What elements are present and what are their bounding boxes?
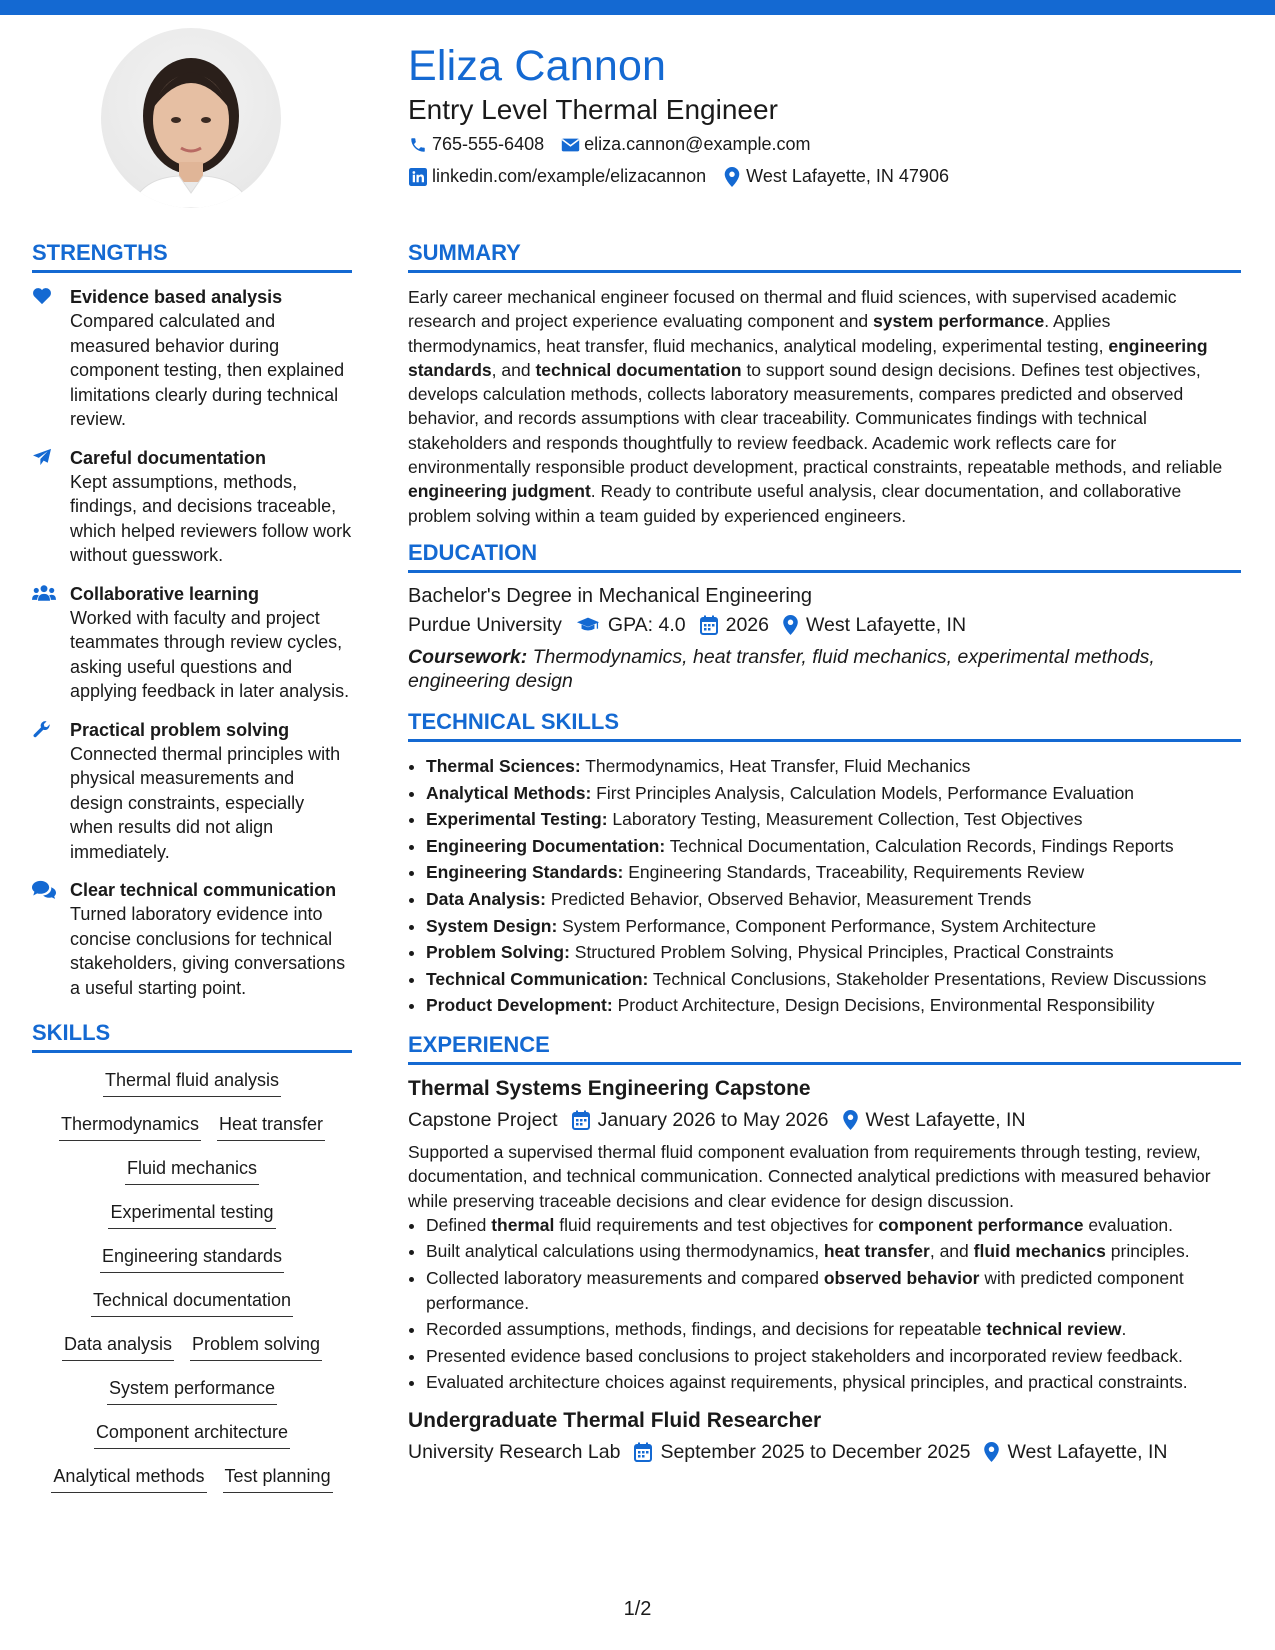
skills-row (32, 1333, 352, 1361)
summary-part: Early career mechanical engineer focused on thermal and fluid sciences, with supervised academic research and project experience evaluating component and (408, 287, 1177, 332)
dates-text: September 2025 to December 2025 (660, 1440, 971, 1463)
left-column (32, 240, 352, 1509)
skill-category: Engineering Standards: (426, 862, 624, 883)
skill-values: Laboratory Testing, Measurement Collection, Test Objectives (607, 809, 1083, 830)
skill-chip: Fluid mechanics (125, 1157, 259, 1185)
education-heading: EDUCATION (408, 540, 1241, 573)
strength-title: Evidence based analysis (70, 287, 283, 307)
bullet-text: fluid requirements and test objectives for (554, 1214, 879, 1235)
skills-heading: SKILLS (32, 1020, 352, 1053)
dates-text: January 2026 to May 2026 (597, 1108, 829, 1131)
list-item (426, 860, 1241, 885)
strength-desc: Turned laboratory evidence into concise conclusions for technical stakeholders, giving conversations a useful starting point. (70, 904, 346, 998)
profile-photo (101, 28, 281, 208)
list-item (426, 1344, 1241, 1369)
gpa-item (576, 614, 686, 637)
experience-entry (408, 1409, 1241, 1464)
position-meta (408, 1109, 1241, 1132)
skill-category: Thermal Sciences: (426, 755, 581, 776)
skills-row (32, 1289, 352, 1317)
org-name: Capstone Project (408, 1108, 558, 1131)
dates-item (572, 1109, 829, 1132)
skill-category: Problem Solving: (426, 942, 570, 963)
skills-row (32, 1113, 352, 1141)
strength-title: Careful documentation (70, 447, 267, 468)
skill-chip: Analytical methods (51, 1465, 206, 1493)
skills-row (32, 1421, 352, 1449)
edu-location-item (783, 614, 966, 637)
job-location-text: West Lafayette, IN (865, 1108, 1026, 1131)
bullet-bold: thermal (491, 1214, 555, 1235)
gpa-text: GPA: 4.0 (607, 613, 686, 636)
summary-part: . Ready to contribute useful analysis, clear documentation, and collaborative problem solving within a team guided by experienced engineers. (408, 481, 1182, 526)
map-pin-icon (783, 615, 798, 635)
wrench-icon (32, 718, 70, 865)
technical-skills-list (408, 754, 1241, 1018)
skill-values: Predicted Behavior, Observed Behavior, Measurement Trends (545, 888, 1032, 909)
skill-chip: System performance (107, 1377, 277, 1405)
coursework-text: Thermodynamics, heat transfer, fluid mechanics, experimental methods, engineering design (408, 645, 1155, 692)
summary-bold: engineering judgment (408, 481, 591, 502)
strength-desc: Worked with faculty and project teammates through review cycles, asking useful questions and applying feedback in later analysis. (70, 607, 350, 701)
skills-row (32, 1157, 352, 1185)
contact-row-1 (408, 134, 827, 155)
coursework (408, 645, 1241, 693)
comments-icon (32, 878, 70, 1000)
skill-category: Data Analysis: (426, 888, 546, 909)
map-pin-icon (984, 1442, 999, 1462)
list-item (426, 1213, 1241, 1238)
strength-title: Collaborative learning (70, 583, 260, 604)
map-pin-icon (843, 1110, 858, 1130)
skills-row (32, 1201, 352, 1229)
skill-values: Structured Problem Solving, Physical Principles, Practical Constraints (569, 942, 1114, 963)
org-name: University Research Lab (408, 1440, 621, 1463)
summary-bold: technical documentation (535, 359, 742, 380)
skill-chip: Thermal fluid analysis (103, 1069, 281, 1097)
bullet-text: Presented evidence based conclusions to project stakeholders and incorporated review feedback. (426, 1345, 1183, 1366)
skill-values: Thermodynamics, Heat Transfer, Fluid Mechanics (580, 755, 971, 776)
list-item (426, 914, 1241, 939)
job-location-item (984, 1441, 1167, 1464)
summary-part: to support sound design decisions. Defines test objectives, develops calculation methods, collects laboratory measurements, compares predicted and observed behavior, and records assumptions with clear traceability. Communicates findings with technical stakeholders and responds thoughtfully to review feedback. Academic work reflects care for environmentally responsible product development, practical constraints, repeatable methods, and reliable (408, 359, 1223, 478)
location-text: West Lafayette, IN 47906 (746, 166, 949, 186)
experience-entry (408, 1077, 1241, 1395)
graduation-cap-icon (576, 616, 600, 634)
skill-chip: Problem solving (190, 1333, 322, 1361)
summary-part: . Applies thermodynamics, heat transfer, fluid mechanics, analytical modeling, experimental testing, (408, 311, 1111, 356)
strength-item (32, 878, 352, 1000)
list-item (426, 781, 1241, 806)
position-meta (408, 1441, 1241, 1464)
list-item (426, 887, 1241, 912)
heart-icon (32, 285, 70, 432)
skill-chip: Data analysis (62, 1333, 174, 1361)
phone-item[interactable] (408, 134, 544, 155)
edu-location-text: West Lafayette, IN (805, 613, 967, 636)
bullet-bold: observed behavior (823, 1267, 980, 1288)
skill-chip: Heat transfer (217, 1113, 325, 1141)
skill-category: Engineering Documentation: (426, 835, 666, 856)
skill-values: Product Architecture, Design Decisions, Environmental Responsibility (612, 995, 1155, 1016)
education-meta (408, 614, 1241, 637)
skill-category: Experimental Testing: (426, 809, 608, 830)
bullet-text: Collected laboratory measurements and compared (426, 1267, 824, 1288)
strength-title: Practical problem solving (70, 719, 290, 740)
envelope-icon (560, 135, 580, 155)
calendar-icon (634, 1442, 652, 1462)
page-number: 1/2 (623, 1598, 652, 1620)
right-column (408, 240, 1241, 1472)
skill-category: Product Development: (426, 995, 613, 1016)
strength-desc: Connected thermal principles with physical measurements and design constraints, especially when results did not align immediately. (70, 743, 341, 862)
bullet-text: Recorded assumptions, methods, findings, and decisions for repeatable (426, 1319, 987, 1340)
paper-plane-icon (32, 446, 70, 568)
linkedin-icon (408, 167, 428, 187)
strength-title: Clear technical communication (70, 880, 337, 900)
strengths-heading: STRENGTHS (32, 240, 352, 273)
list-item (426, 834, 1241, 859)
phone-icon (408, 135, 428, 155)
calendar-icon (572, 1110, 590, 1130)
bullet-text: , and (929, 1241, 974, 1262)
summary-part: , and (491, 359, 536, 380)
list-item (426, 967, 1241, 992)
technical-skills-heading: TECHNICAL SKILLS (408, 709, 1241, 742)
summary-bold: system performance (873, 311, 1045, 332)
skill-values: Technical Conclusions, Stakeholder Presentations, Review Discussions (648, 968, 1207, 989)
email-item[interactable] (560, 134, 810, 155)
strength-item (32, 446, 352, 568)
strength-desc: Compared calculated and measured behavior during component testing, then explained limitations clearly during technical review. (70, 311, 345, 429)
skill-category: Technical Communication: (426, 968, 649, 989)
list-item (426, 1239, 1241, 1264)
skill-values: First Principles Analysis, Calculation Models, Performance Evaluation (591, 782, 1135, 803)
linkedin-text: linkedin.com/example/elizacannon (432, 166, 707, 186)
list-item (426, 940, 1241, 965)
degree-title: Bachelor's Degree in Mechanical Engineering (408, 584, 813, 607)
position-title: Undergraduate Thermal Fluid Researcher (408, 1408, 822, 1432)
job-location-text: West Lafayette, IN (1007, 1440, 1168, 1463)
bullet-text: Evaluated architecture choices against requirements, physical principles, and practical constraints. (426, 1372, 1188, 1393)
skill-category: System Design: (426, 915, 558, 936)
position-bullets (408, 1213, 1241, 1395)
summary-bold: engineering standards (408, 335, 1208, 380)
list-item (426, 1266, 1241, 1315)
phone-text: 765-555-6408 (432, 134, 545, 154)
map-pin-icon (722, 167, 742, 187)
list-item (426, 807, 1241, 832)
linkedin-item[interactable] (408, 166, 706, 187)
position-title: Thermal Systems Engineering Capstone (408, 1076, 811, 1100)
calendar-icon (700, 615, 718, 635)
school-name: Purdue University (408, 613, 562, 636)
skill-chip: Thermodynamics (59, 1113, 201, 1141)
skill-chip: Experimental testing (108, 1201, 275, 1229)
position-summary: Supported a supervised thermal fluid component evaluation from requirements through testing, review, documentation, and technical communication. Connected analytical predictions with measured behavior while preserving traceable decisions and clear evidence for design discussion. (408, 1141, 1211, 1211)
bullet-bold: fluid mechanics (973, 1241, 1106, 1262)
list-item (426, 754, 1241, 779)
skill-values: Technical Documentation, Calculation Records, Findings Reports (665, 835, 1174, 856)
bullet-text: with predicted component performance. (426, 1267, 1184, 1313)
bullet-text: Built analytical calculations using thermodynamics, (426, 1241, 824, 1262)
org-item (408, 1441, 620, 1464)
dates-item (634, 1441, 970, 1464)
skill-chip: Engineering standards (100, 1245, 284, 1273)
users-icon (32, 582, 70, 704)
skill-category: Analytical Methods: (426, 782, 592, 803)
list-item (426, 1370, 1241, 1395)
bullet-text: Defined (426, 1214, 492, 1235)
skills-row (32, 1069, 352, 1097)
strength-item (32, 718, 352, 865)
bullet-text: principles. (1105, 1241, 1190, 1262)
bullet-bold: heat transfer (823, 1241, 930, 1262)
strength-desc: Kept assumptions, methods, findings, and decisions traceable, which helped reviewers follow work without guesswork. (70, 471, 352, 565)
year-text: 2026 (725, 613, 769, 636)
bullet-bold: technical review (986, 1319, 1122, 1340)
job-title: Entry Level Thermal Engineer (408, 94, 778, 125)
bullet-text: evaluation. (1083, 1214, 1174, 1235)
skill-chip: Technical documentation (91, 1289, 293, 1317)
skill-chip: Component architecture (94, 1421, 290, 1449)
year-item (700, 614, 769, 637)
strength-item (32, 285, 352, 432)
skill-chip: Test planning (223, 1465, 333, 1493)
email-text: eliza.cannon@example.com (584, 134, 811, 154)
bullet-text: . (1121, 1319, 1127, 1340)
top-accent-bar (0, 0, 1275, 15)
summary-heading: SUMMARY (408, 240, 1241, 273)
skills-chips (32, 1065, 352, 1493)
job-location-item (843, 1109, 1026, 1132)
skills-row (32, 1245, 352, 1273)
experience-heading: EXPERIENCE (408, 1032, 1241, 1065)
list-item (426, 1317, 1241, 1342)
candidate-name: Eliza Cannon (408, 42, 667, 90)
strength-item (32, 582, 352, 704)
skills-row (32, 1465, 352, 1493)
skill-values: Engineering Standards, Traceability, Requirements Review (623, 862, 1085, 883)
skills-row (32, 1377, 352, 1405)
location-item (722, 166, 949, 187)
bullet-bold: component performance (878, 1214, 1084, 1235)
org-item (408, 1109, 558, 1132)
skill-values: System Performance, Component Performance, System Architecture (557, 915, 1097, 936)
coursework-label: Coursework: (408, 645, 528, 668)
school-item (408, 614, 562, 637)
contact-row-2 (408, 166, 965, 187)
summary-text (408, 285, 1241, 528)
list-item (426, 993, 1241, 1018)
